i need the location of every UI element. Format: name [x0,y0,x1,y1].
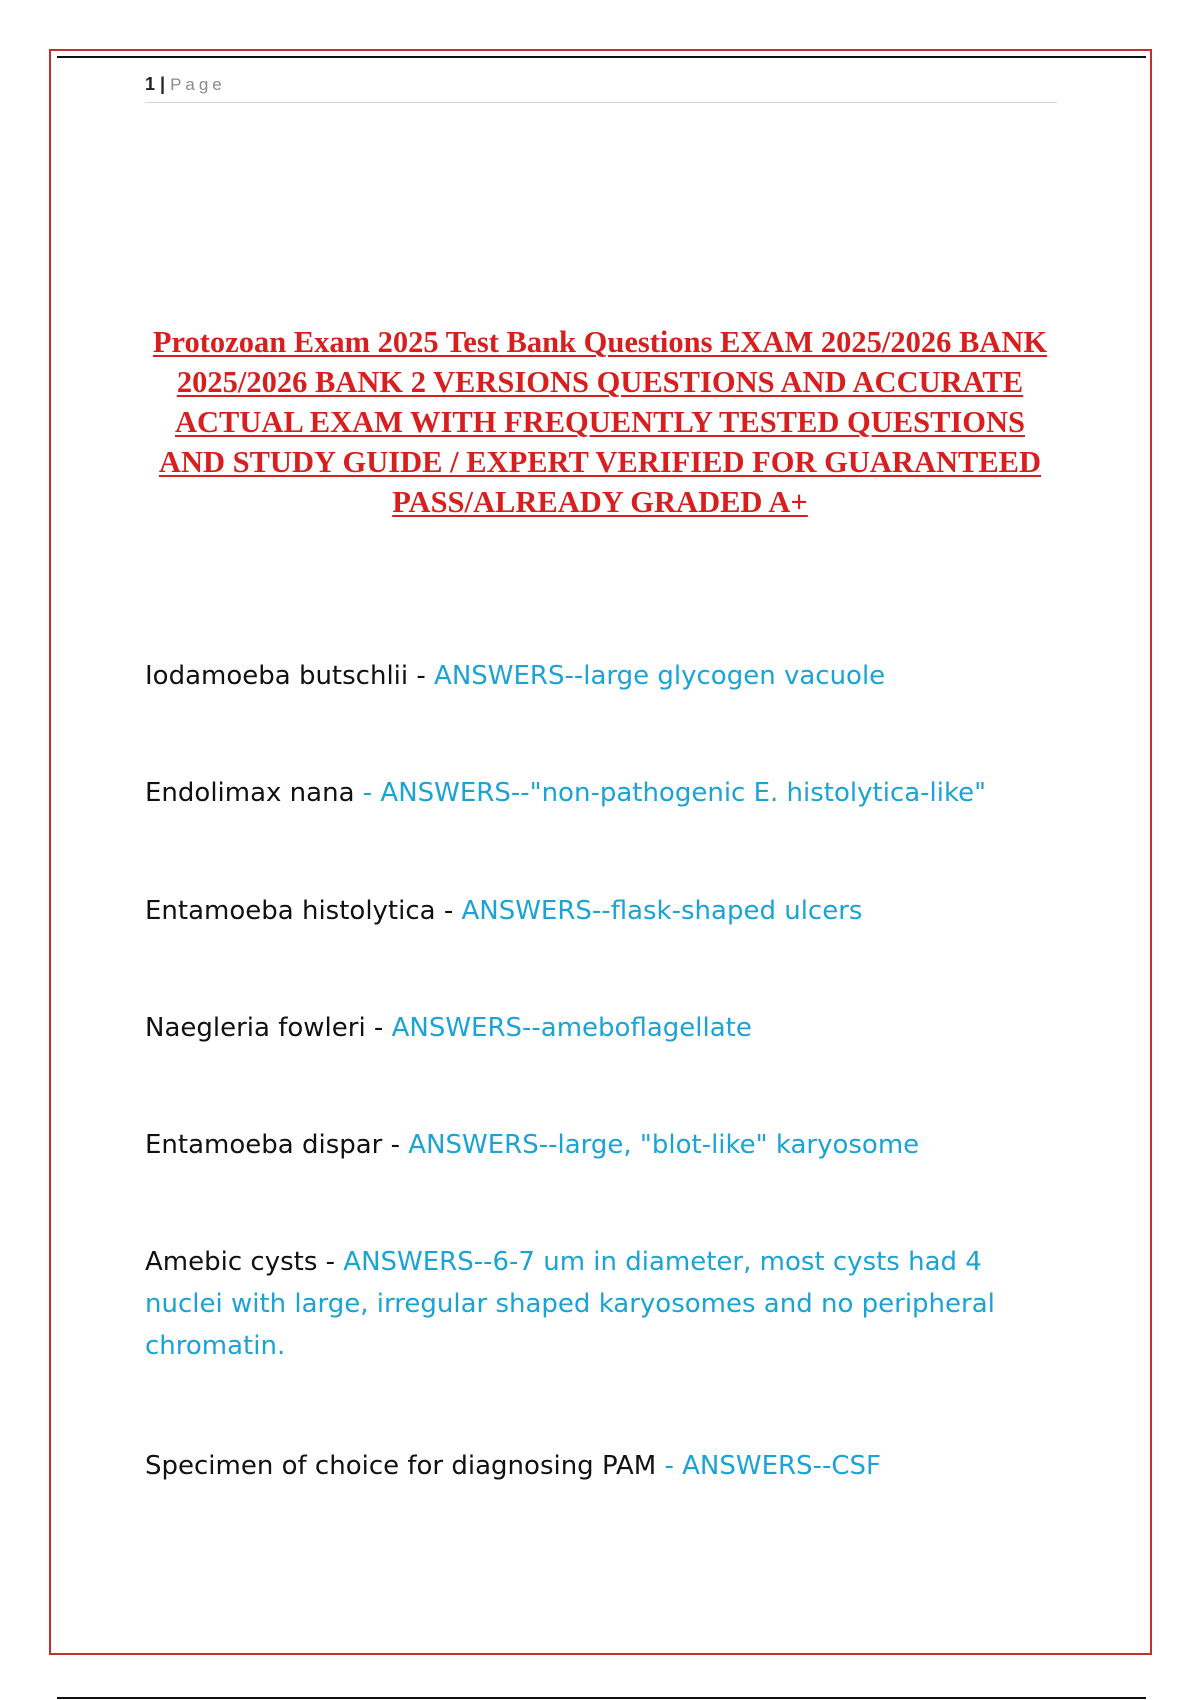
bottom-rule [57,1697,1146,1699]
qa-term: Specimen of choice for diagnosing PAM [145,1451,665,1481]
page-number: 1 [145,74,156,94]
page-border [49,49,1152,1655]
qa-item [145,1241,1025,1367]
qa-answer: ANSWERS--flask-shaped ulcers [461,896,863,926]
qa-answer: ANSWERS--6-7 um in diameter, most cysts had 4 nuclei with large, irregular shaped karyosomes and no peripheral chromatin. [145,1247,995,1361]
qa-answer: ANSWERS--large glycogen vacuole [434,661,886,691]
page-header [145,70,1057,103]
qa-term: Naegleria fowleri - [145,1013,392,1043]
qa-item [145,1124,1045,1166]
page-label: Page [170,75,226,94]
header-separator: | [160,74,166,94]
qa-item [145,1445,1045,1487]
qa-term: Iodamoeba butschlii - [145,661,435,691]
qa-item [145,655,1045,697]
qa-answer: - ANSWERS--"non-pathogenic E. histolytica-like" [362,778,987,808]
qa-answer: ANSWERS--ameboflagellate [391,1013,752,1043]
qa-term: Endolimax nana [145,778,363,808]
qa-item [145,890,1045,932]
qa-term: Amebic cysts - [145,1247,344,1277]
qa-item [145,1007,1045,1049]
qa-item [145,772,1045,814]
qa-term: Entamoeba dispar - [145,1130,409,1160]
qa-term: Entamoeba histolytica - [145,896,462,926]
qa-answer: ANSWERS--large, "blot-like" karyosome [408,1130,920,1160]
document-title: Protozoan Exam 2025 Test Bank Questions EXAM 2025/2026 BANK 2025/2026 BANK 2 VERSIONS QUESTIONS AND ACCURATE ACTUAL EXAM WITH FREQUENTLY TESTED QUESTIONS AND STUDY GUIDE / EXPERT VERIFIED FOR GUARANTEED PASS/ALREADY GRADED A+ [152,325,1048,519]
qa-answer: - ANSWERS--CSF [664,1451,881,1481]
